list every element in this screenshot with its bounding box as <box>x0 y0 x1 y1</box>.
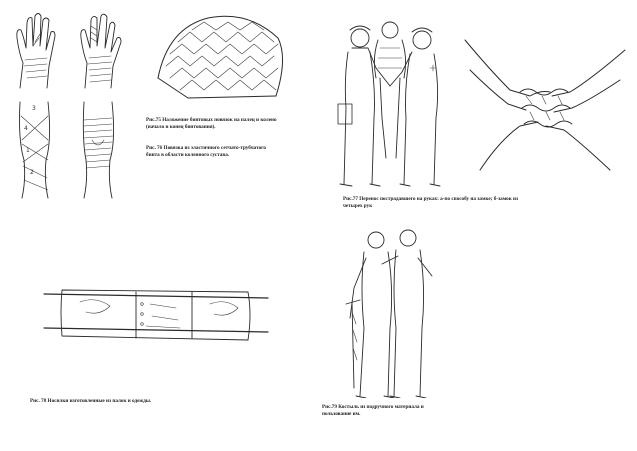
fig77-caption-line1: Рис.77 Перенос пострадавшего на руках: а-по способу на замке; б-замок из <box>343 196 519 202</box>
knee-label-2: 2 <box>30 169 34 176</box>
fig76-knee-bandage-drawings <box>12 100 132 200</box>
knee-label-3: 3 <box>32 105 36 112</box>
fig77b-four-hand-lock-drawing <box>460 30 630 180</box>
knee-label-4: 4 <box>24 125 28 132</box>
fig76-caption-line2: бинта в области коленного сустава. <box>146 151 230 158</box>
fig79-caption-line1: Рис.79 Костыль из подручного материала и <box>322 404 424 410</box>
knee-label-1: 1 <box>26 147 30 154</box>
fig75-caption-line1: Рис.75 Наложение бинтовых повязок на палец и колено <box>146 117 277 123</box>
fig78-improvised-stretcher-drawing <box>40 282 272 342</box>
fig76-mesh-bandage-drawing <box>148 8 296 104</box>
fig75-hand-bandage-drawings <box>5 8 135 90</box>
fig77a-carry-drawing <box>330 8 448 194</box>
fig79-crutch-drawing <box>340 228 450 398</box>
fig79-caption <box>322 404 472 417</box>
fig75-caption-line2: (начало и конец бинтования). <box>146 123 216 130</box>
fig78-caption: Рис. 78 Носилки изготовленные из палок и одежды. <box>30 398 152 404</box>
fig77-caption-line2: четырех рук <box>343 202 373 209</box>
fig76-caption <box>146 145 296 158</box>
fig77-caption <box>343 196 583 209</box>
fig76-caption-line1: Рис. 76 Повязка из эластичного сетчато-трубчатого <box>146 145 266 151</box>
fig79-caption-line2: пользование им. <box>322 410 361 417</box>
fig75-caption <box>146 117 296 130</box>
